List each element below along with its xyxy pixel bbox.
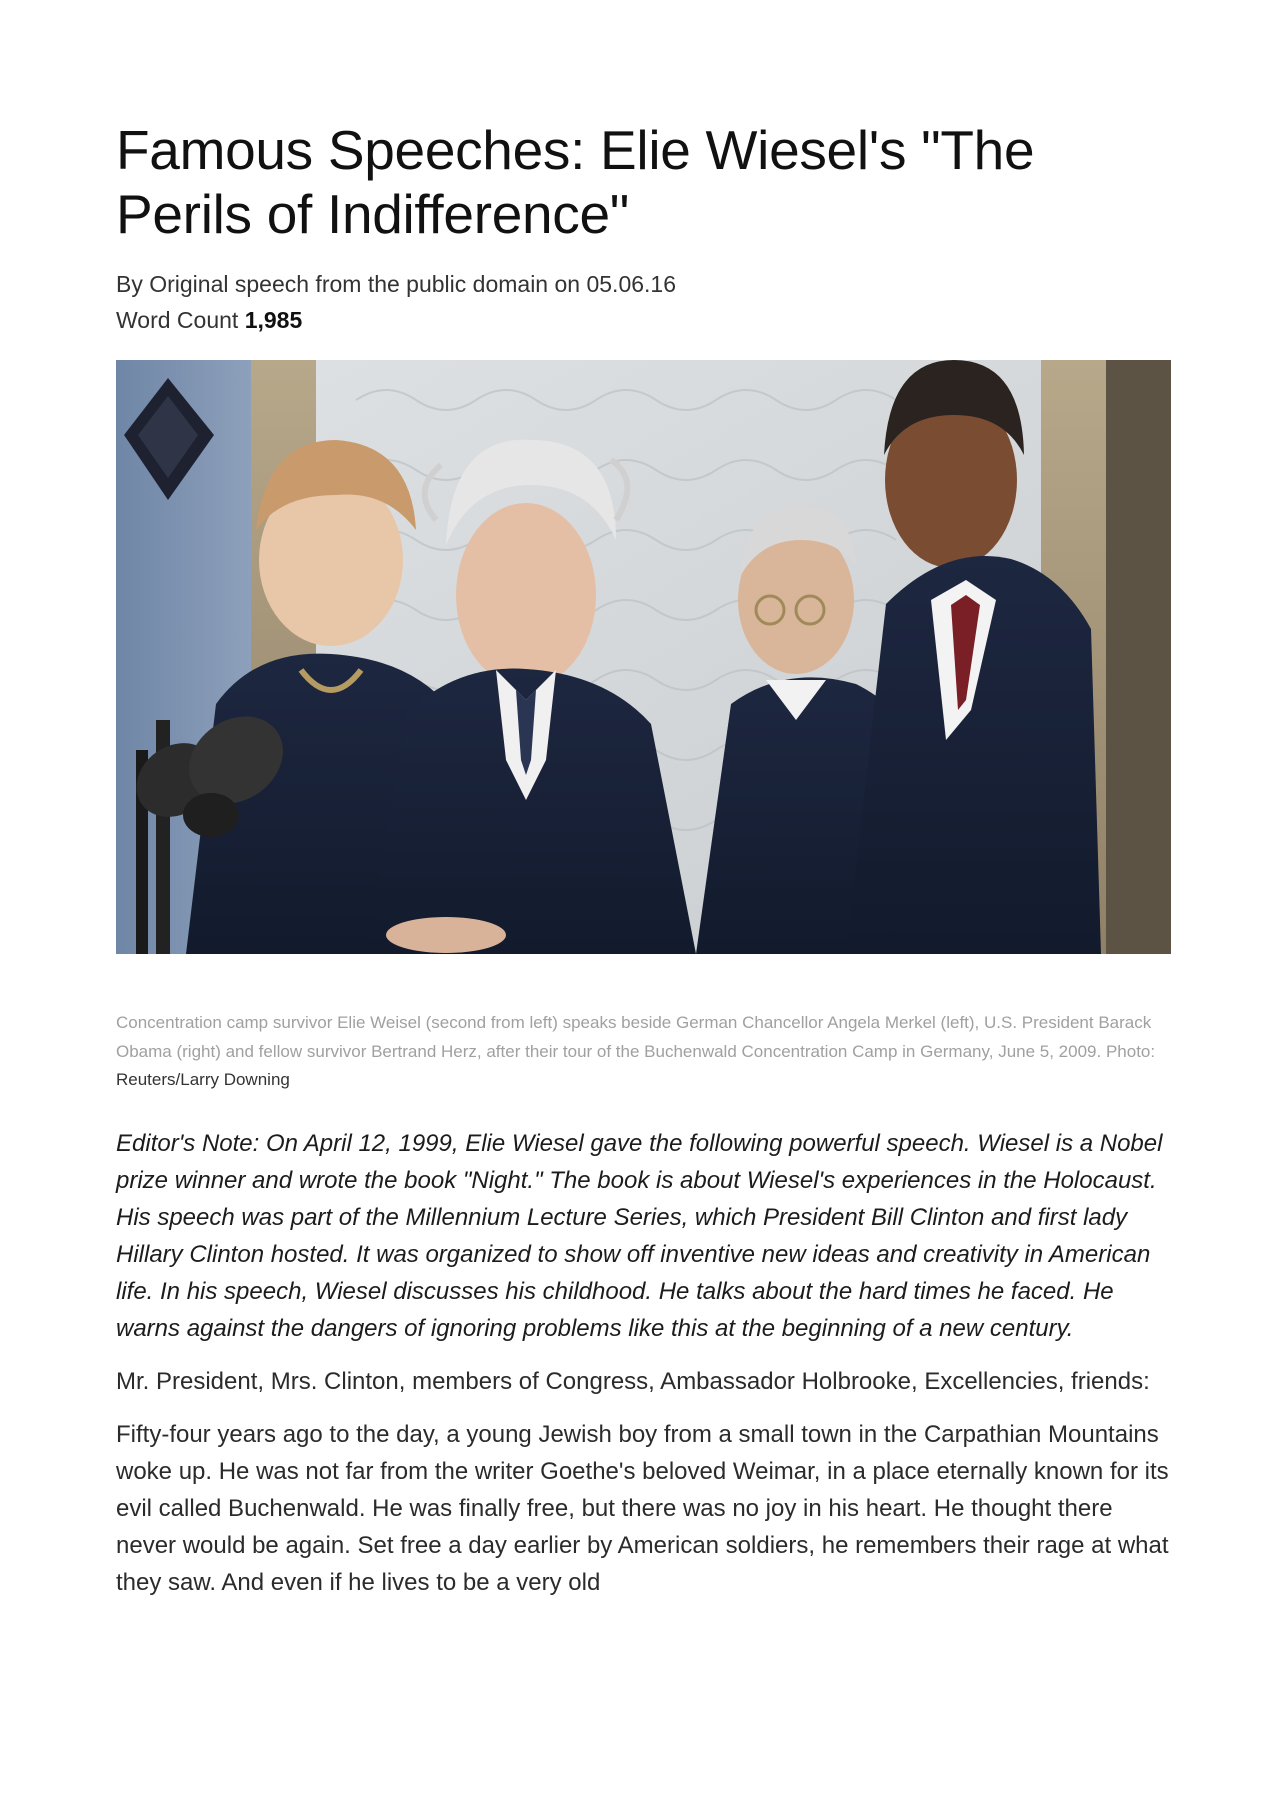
word-count-value: 1,985 [244, 307, 303, 333]
caption-text: Concentration camp survivor Elie Weisel (second from left) speaks beside German Chancellor Angela Merkel (left), U.S. President Barack Obama (right) and fellow survivor Bertrand Herz, after their tour of the Buchenwald Concentration Camp in Germany, June 5, 2009. Photo: [116, 1013, 1156, 1061]
photo-credit: Reuters/Larry Downing [116, 1070, 290, 1089]
byline: By Original speech from the public domain on 05.06.16 [116, 271, 676, 297]
photo-caption [116, 1009, 1171, 1095]
article-photo [116, 360, 1171, 954]
editors-note: Editor's Note: On April 12, 1999, Elie Wiesel gave the following powerful speech. Wiesel is a Nobel prize winner and wrote the book "Night." The book is about Wiesel's experiences in the Holocaust. His speech was part of the Millennium Lecture Series, which President Bill Clinton and first lady Hillary Clinton hosted. It was organized to show off inventive new ideas and creativity in American life. In his speech, Wiesel discusses his childhood. He talks about the hard times he faced. He warns against the dangers of ignoring problems like this at the beginning of a new century. [116, 1129, 1163, 1342]
body-paragraph-salutation: Mr. President, Mrs. Clinton, members of Congress, Ambassador Holbrooke, Excellencies, friends: [116, 1367, 1150, 1395]
word-count [116, 302, 1171, 338]
word-count-label: Word Count [116, 307, 239, 333]
article [116, 118, 1171, 1601]
article-meta [116, 266, 1171, 338]
article-title: Famous Speeches: Elie Wiesel's "The Perils of Indifference" [116, 119, 1035, 245]
body-paragraph-opening: Fifty-four years ago to the day, a young Jewish boy from a small town in the Carpathian Mountains woke up. He was not far from the writer Goethe's beloved Weimar, in a place eternally known for its evil called Buchenwald. He was finally free, but there was no joy in his heart. He thought there never would be again. Set free a day earlier by American soldiers, he remembers their rage at what they saw. And even if he lives to be a very old [116, 1420, 1169, 1596]
